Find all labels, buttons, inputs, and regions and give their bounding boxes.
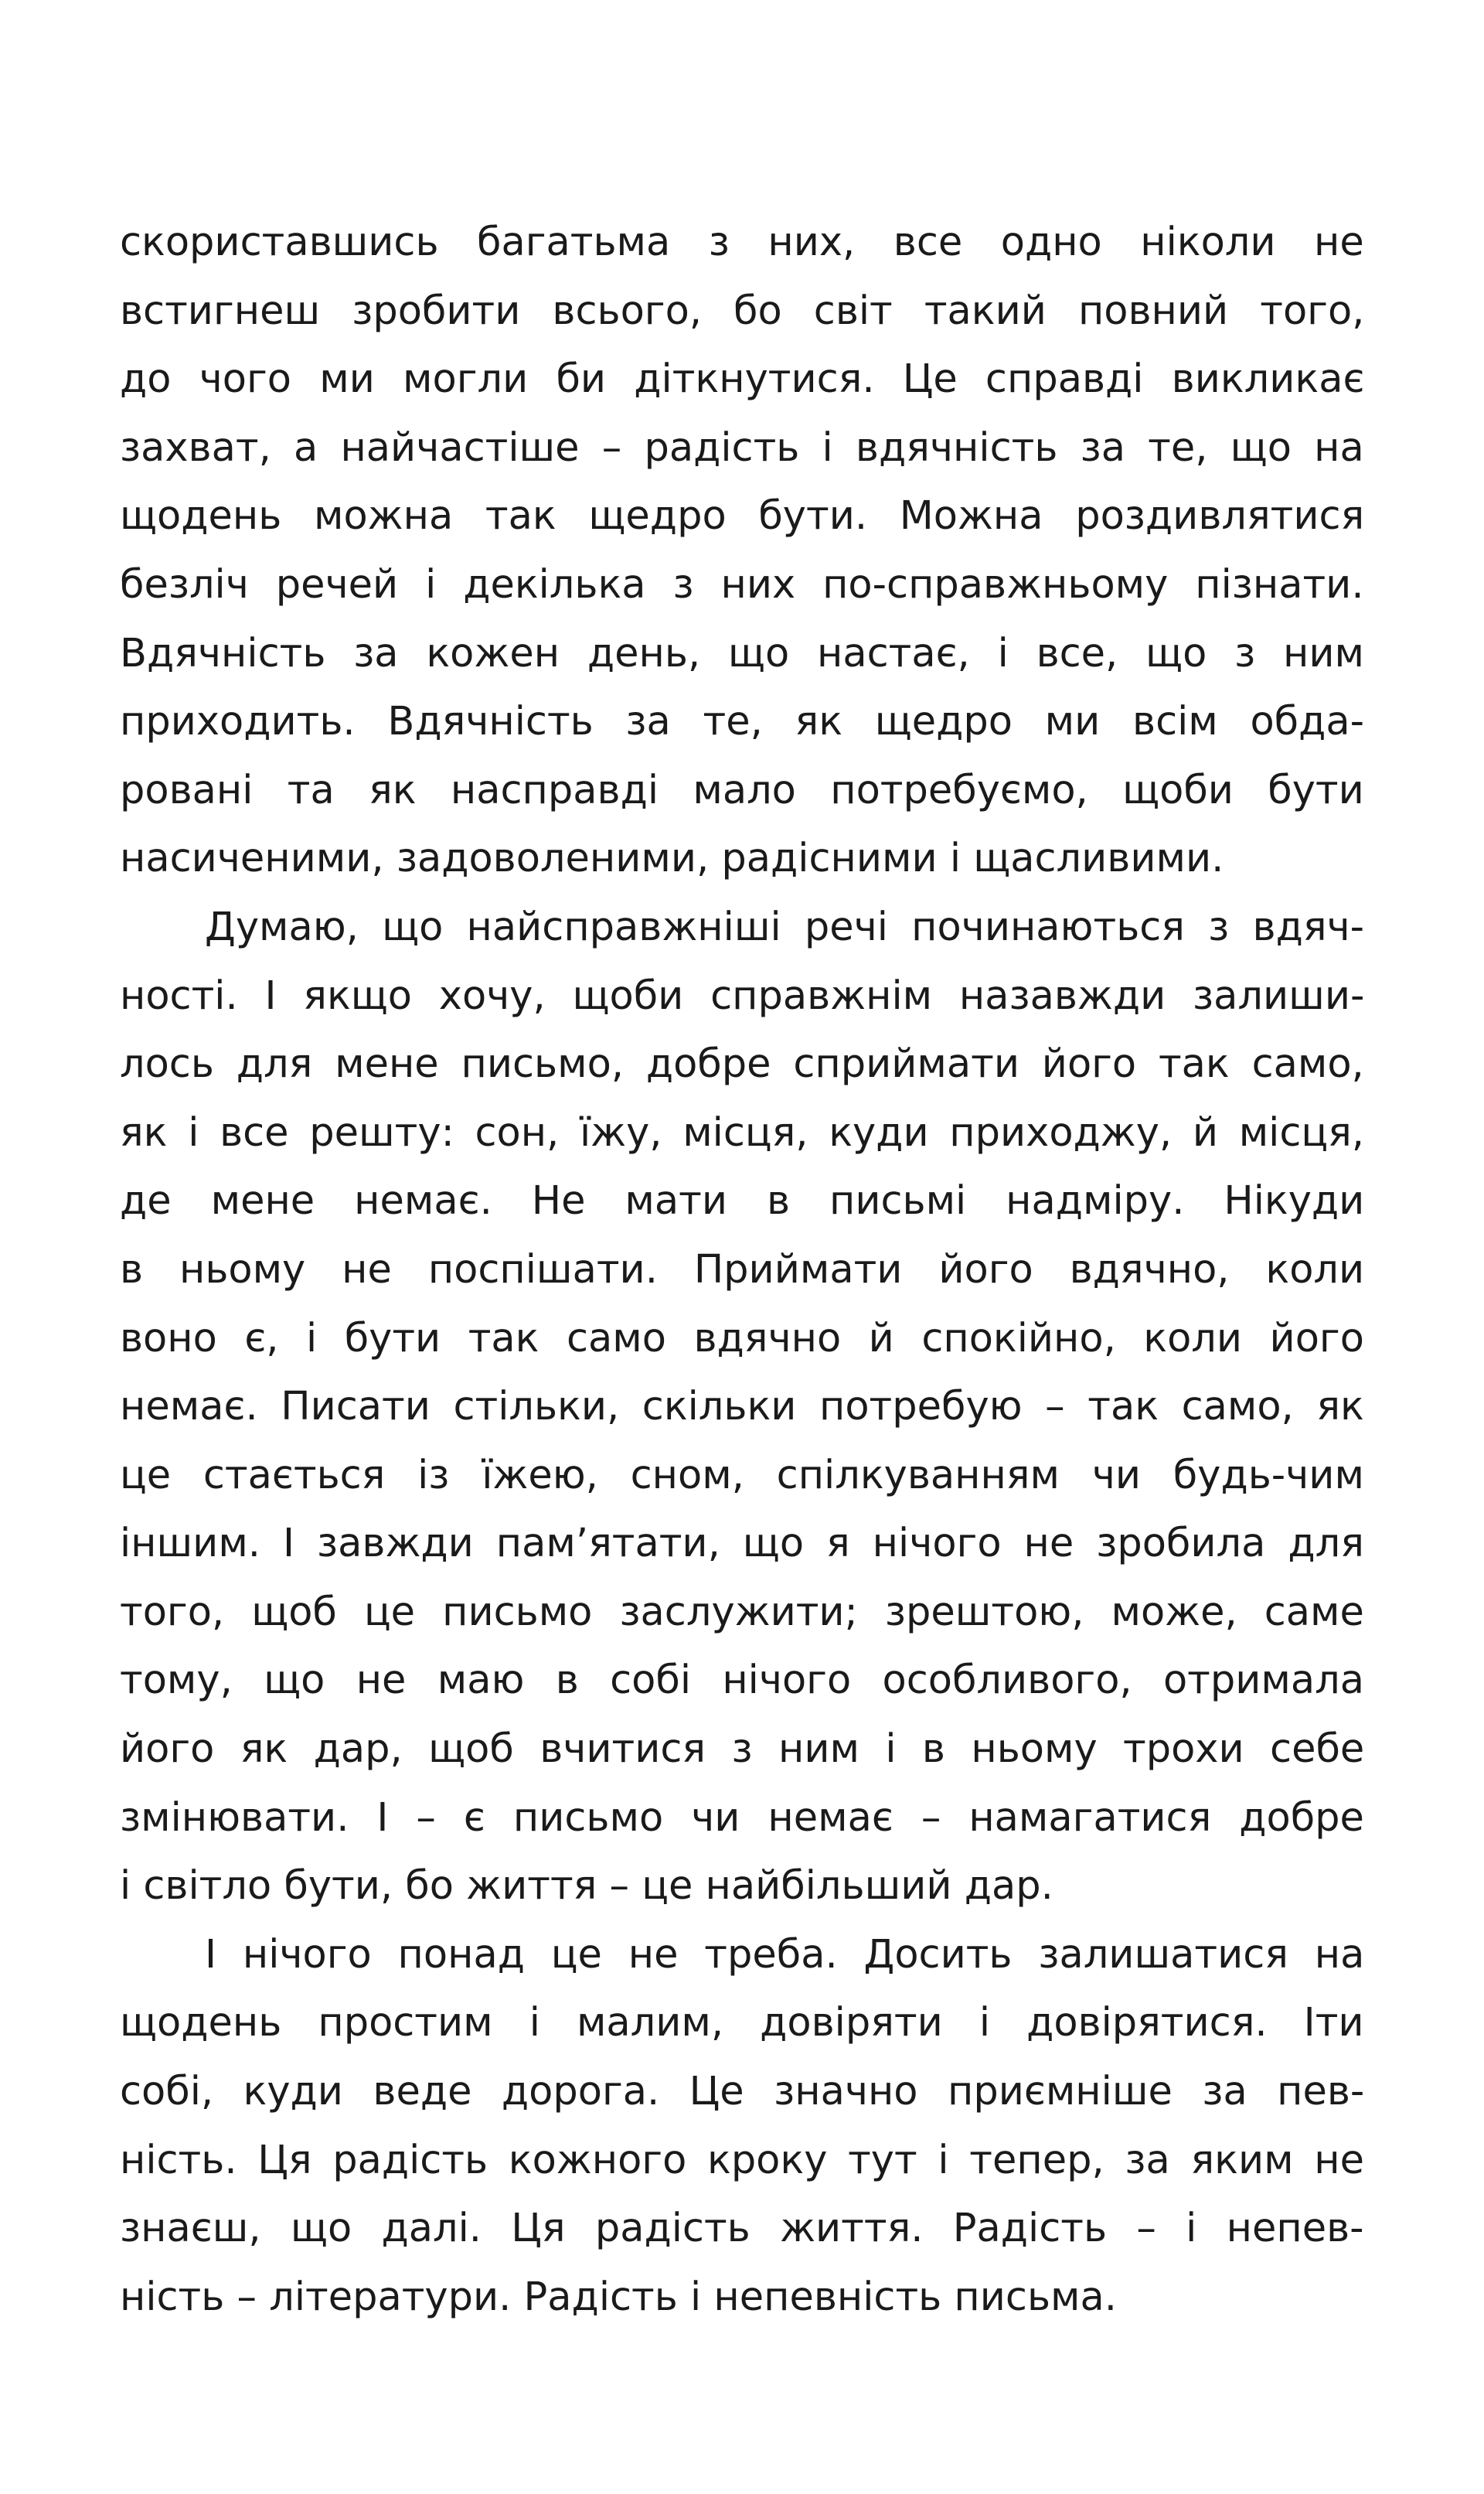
text-line: до чого ми могли би діткнутися. Це справді викликає	[120, 356, 1365, 403]
text-line: встигнеш зробити всього, бо світ такий повний того,	[120, 288, 1365, 334]
text-line: ність. Ця радість кожного кроку тут і тепер, за яким не	[120, 2137, 1364, 2183]
text-line: того, щоб це письмо заслужити; зрештою, може, саме	[120, 1589, 1364, 1635]
text-line: щодень можна так щедро бути. Можна роздивлятися	[120, 493, 1365, 540]
text-line: безліч речей і декілька з них по-справжньому пізнати.	[120, 561, 1364, 608]
text-line: в ньому не поспішати. Приймати його вдячно, коли	[120, 1246, 1365, 1293]
text-line: це стається із їжею, сном, спілкуванням чи будь-чим	[120, 1452, 1364, 1498]
text-line: де мене немає. Не мати в письмі надміру. Нікуди	[120, 1178, 1365, 1225]
text-line: воно є, і бути так само вдячно й спокійно, коли його	[120, 1315, 1364, 1361]
text-line: скориставшись багатьма з них, все одно ніколи не	[120, 220, 1364, 265]
text-line: І нічого понад це не треба. Досить залишатися на	[205, 1931, 1365, 1978]
paragraph-2	[120, 894, 1364, 1921]
text-line: змінювати. І – є письмо чи немає – намагатися добре	[120, 1794, 1364, 1841]
text-line: як і все решту: сон, їжу, місця, куди приходжу, й місця,	[120, 1109, 1364, 1156]
text-line: немає. Писати стільки, скільки потребую – так само, як	[120, 1384, 1364, 1430]
text-line: Думаю, що найсправжніші речі починаються з вдяч-	[205, 904, 1365, 950]
text-line: приходить. Вдячність за те, як щедро ми всім обда-	[120, 699, 1365, 745]
text-line: і світло бути, бо життя – це найбільший дар.	[120, 1863, 1053, 1910]
body-text	[120, 209, 1364, 2332]
text-line: Вдячність за кожен день, що настає, і все, що з ним	[120, 630, 1365, 676]
text-line: лось для мене письмо, добре сприймати його так само,	[120, 1041, 1364, 1088]
text-line: захват, а найчастіше – радість і вдячність за те, що на	[120, 424, 1364, 471]
text-line: іншим. І завжди пам’ятати, що я нічого не зробила для	[120, 1521, 1364, 1567]
text-line: собі, куди веде дорога. Це значно приємніше за пев-	[120, 2069, 1365, 2115]
paragraph-1	[120, 209, 1364, 894]
text-line: ності. І якщо хочу, щоби справжнім назавжди залиши-	[120, 973, 1365, 1019]
text-line: тому, що не маю в собі нічого особливого, отримала	[120, 1658, 1364, 1704]
text-line: ність – літератури. Радість і непевність письма.	[120, 2274, 1117, 2320]
text-line: насиченими, задоволеними, радісними і щасливими.	[120, 836, 1224, 882]
text-line: щодень простим і малим, довіряти і довірятися. Іти	[120, 2000, 1364, 2046]
paragraph-3	[120, 1921, 1364, 2332]
text-line: знаєш, що далі. Ця радість життя. Радість – і непев-	[120, 2206, 1364, 2252]
text-line: його як дар, щоб вчитися з ним і в ньому трохи себе	[120, 1726, 1365, 1773]
text-line: ровані та як насправді мало потребуємо, щоби бути	[120, 767, 1364, 813]
